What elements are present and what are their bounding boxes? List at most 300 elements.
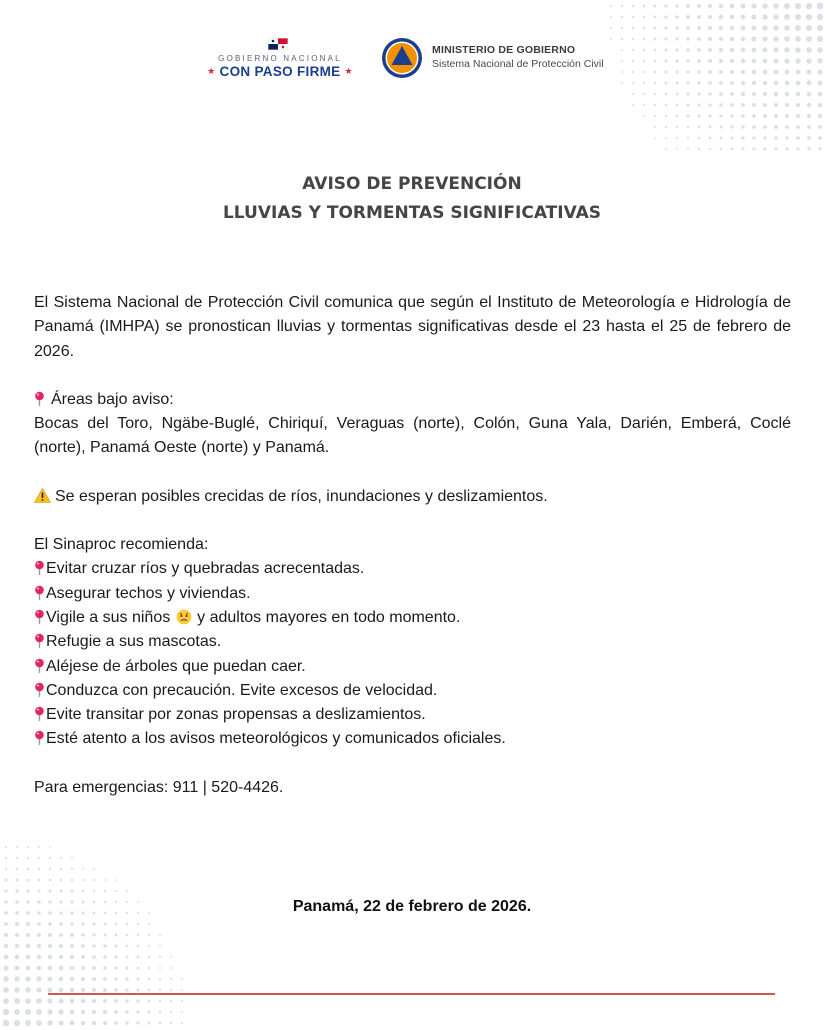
worried-face-icon [176,609,192,625]
decorative-dot [709,148,712,150]
decorative-dot [114,977,118,981]
decorative-dot [806,14,812,20]
decorative-dot [752,59,757,64]
decorative-dot [708,92,711,95]
decorative-dot [773,58,778,63]
decorative-dot [675,70,678,73]
decorative-dot [675,48,678,51]
decorative-dot [114,944,117,947]
decorative-dot [686,70,689,73]
decorative-dot [675,26,678,29]
decorative-dot [70,922,73,925]
decorative-dot [686,81,689,84]
decorative-dot [719,37,723,41]
decorative-dot [796,103,800,107]
decorative-dot [806,69,811,74]
recommendation-item: Asegurar techos y viviendas. [34,582,791,606]
decorative-dot [763,103,767,107]
decorative-dot [36,987,41,992]
decorative-dot [3,976,8,981]
decorative-dot [697,81,700,84]
decorative-dot [25,998,31,1004]
decorative-dot [719,59,723,63]
decorative-dot [675,59,678,62]
decorative-dot [621,5,623,7]
decorative-dot [81,933,85,937]
decorative-dot [741,136,744,139]
decorative-dot [70,933,74,937]
decorative-dot [719,92,723,96]
decorative-dot [104,879,106,881]
decorative-dot [698,126,701,129]
decorative-dot [125,999,128,1002]
decorative-dot [4,944,9,949]
decorative-dot [632,27,634,29]
decorative-dot [38,868,41,871]
decorative-dot [643,49,646,52]
decorative-dot [136,1010,139,1013]
decorative-dot [92,933,95,936]
decorative-dot [5,879,8,882]
decorative-dot [730,37,735,42]
decorative-dot [126,890,128,892]
decorative-dot [610,5,612,7]
decorative-dot [774,125,778,129]
decorative-dot [784,3,790,9]
decorative-dot [60,879,63,882]
decorative-dot [3,1009,9,1015]
decorative-dot [136,988,139,991]
decorative-dot [774,81,779,86]
decorative-dot [48,966,53,971]
decorative-dot [818,92,823,97]
decorative-dot [48,944,52,948]
decorative-dot [115,879,117,881]
decorative-dot [25,976,30,981]
decorative-dot [82,890,85,893]
decorative-dot [59,922,63,926]
decorative-dot [719,125,722,128]
decorative-dot [610,16,612,18]
decorative-dot [632,71,634,73]
decorative-dot [37,944,41,948]
decorative-dot [26,955,31,960]
decorative-dots-bottom-left [0,830,190,1030]
decorative-dot [148,1011,151,1014]
decorative-dot [675,15,678,18]
decorative-dot [71,868,73,870]
decorative-dot [125,966,128,969]
decorative-dot [92,1021,96,1025]
decorative-dot [741,59,746,64]
decorative-dot [3,965,8,970]
decorative-dot [697,48,701,52]
decorative-dot [774,114,778,118]
decorative-dot [817,25,823,31]
decorative-dot [807,125,811,129]
decorative-dot [796,136,800,140]
decorative-dot [817,3,824,10]
decorative-dot [170,967,172,969]
intro-paragraph: El Sistema Nacional de Protección Civil comunica que según el Instituto de Meteorología e Hidrología de Panamá (IMHPA) se pronostican lluvias y tormentas significativas desde el 23 hasta el 25 de febrero de 2026. [34,294,791,360]
decorative-dot [719,70,723,74]
decorative-dot [114,1010,118,1014]
decorative-dot [3,998,9,1004]
decorative-dot [104,890,106,892]
decorative-dot [741,81,745,85]
decorative-dot [697,37,701,41]
decorative-dot [632,104,634,106]
decorative-dot [59,966,64,971]
decorative-dot [37,933,41,937]
decorative-dot [25,965,30,970]
decorative-dot [48,955,53,960]
decorative-dot [70,1010,75,1015]
ministry-title: MINISTERIO DE GOBIERNO [432,44,576,56]
decorative-dot [148,1022,151,1025]
decorative-dot [784,25,790,31]
recommendation-item: Esté atento a los avisos meteorológicos y comunicados oficiales. [34,727,791,751]
decorative-dot [82,879,84,881]
decorative-dot [697,26,701,30]
decorative-dot [687,148,689,150]
decorative-dot [697,70,701,74]
decorative-dot [785,136,789,140]
decorative-dot [665,148,667,150]
decorative-dot [730,125,733,128]
decorative-dot [103,966,107,970]
decorative-dot [610,27,612,29]
decorative-dot [37,889,40,892]
decorative-dot [664,4,667,7]
decorative-dot [708,70,712,74]
recommend-heading: El Sinaproc recomienda: [34,536,209,554]
decorative-dot [47,1020,52,1025]
gobierno-nacional-logo [196,38,364,82]
decorative-dot [654,82,657,85]
decorative-dot [730,48,734,52]
decorative-dot [115,923,118,926]
pin-icon [34,658,45,673]
decorative-dot [741,4,746,9]
decorative-dot [92,988,96,992]
decorative-dot [632,93,634,95]
decorative-dot [654,115,656,117]
decorative-dot [15,944,20,949]
decorative-dot [5,868,8,871]
decorative-dot [719,114,722,117]
decorative-dot [807,103,811,107]
decorative-dot [81,944,85,948]
decorative-dot [676,148,678,150]
decorative-dot [654,5,657,8]
decorative-dot [763,81,768,86]
decorative-dot [92,977,96,981]
decorative-dot [58,1009,63,1014]
decorative-dot [676,137,678,139]
decorative-dot [708,4,712,8]
decorative-dot [81,999,86,1004]
decorative-dot [48,922,52,926]
decorative-dot [730,136,733,139]
decorative-dot [114,988,118,992]
pin-icon [34,560,45,575]
decorative-dot [654,38,657,41]
decorative-dot [654,27,657,30]
decorative-dot [37,966,42,971]
decorative-dot [14,1009,20,1015]
decorative-dot [27,868,30,871]
decorative-dot [796,125,800,129]
decorative-dot [27,879,30,882]
decorative-dot [708,114,711,117]
decorative-dot [708,81,712,85]
decorative-dot [719,4,723,8]
decorative-dot [796,147,799,150]
decorative-dot [751,14,756,19]
decorative-dot [818,103,822,107]
decorative-dot [632,49,634,51]
decorative-dot [806,3,812,9]
decorative-dot [752,48,757,53]
decorative-dot [796,114,800,118]
decorative-dot [654,49,657,52]
decorative-dot [159,1000,162,1003]
decorative-dot [49,846,51,848]
decorative-dot [785,147,788,150]
decorative-dot [665,60,668,63]
decorative-dot [632,38,634,40]
decorative-dot [137,956,140,959]
decorative-dot [762,36,767,41]
decorative-dot [752,37,757,42]
decorative-dot [818,81,823,86]
decorative-dot [92,999,96,1003]
ministry-subtitle: Sistema Nacional de Protección Civil [432,58,604,70]
decorative-dot [137,967,140,970]
decorative-dot [5,846,7,848]
decorative-dot [621,38,623,40]
decorative-dot [719,48,723,52]
decorative-dot [654,137,656,139]
decorative-dot [654,16,657,19]
decorative-dot [665,104,668,107]
panama-flag-icon [268,38,288,50]
decorative-dot [103,944,106,947]
decorative-dot [773,47,778,52]
con-paso-firme-text [196,64,364,79]
decorative-dot [730,70,734,74]
decorative-dot [664,37,667,40]
decorative-dot [675,37,678,40]
decorative-dot [763,147,766,150]
decorative-dot [125,977,128,980]
decorative-dot [741,15,746,20]
decorative-dot [741,37,746,42]
decorative-dot [697,103,700,106]
star-icon: ★ [207,66,216,76]
decorative-dot [81,966,85,970]
decorative-dot [719,26,723,30]
decorative-dot [774,103,778,107]
decorative-dot [752,92,756,96]
decorative-dot [708,59,712,63]
decorative-dot [686,48,690,52]
decorative-dot [159,934,161,936]
gobierno-nacional-text: GOBIERNO NACIONAL [218,54,342,63]
decorative-dot [25,1009,31,1015]
decorative-dot [136,999,139,1002]
decorative-dot [806,47,812,53]
decorative-dot [181,1011,183,1013]
decorative-dot [59,977,64,982]
decorative-dot [37,922,41,926]
pin-icon [34,706,45,721]
decorative-dot [654,126,656,128]
decorative-dot [103,1021,107,1025]
decorative-dot [730,26,735,31]
decorative-dot [3,987,9,993]
decorative-dot [795,69,800,74]
decorative-dot [773,36,778,41]
decorative-dot [751,25,756,30]
decorative-dot [59,955,63,959]
title-line-1: AVISO DE PREVENCIÓN [302,174,522,194]
decorative-dot [806,25,812,31]
decorative-dot [752,136,755,139]
decorative-dot [697,59,701,63]
decorative-dot [14,1020,20,1026]
decorative-dot [621,16,623,18]
decorative-dot [59,933,63,937]
decorative-dot [643,82,645,84]
decorative-dot [774,136,778,140]
decorative-dot [773,3,779,9]
recommendation-item: Evite transitar por zonas propensas a deslizamientos. [34,703,791,727]
decorative-dot [103,999,107,1003]
decorative-dot [687,126,690,129]
pin-icon [34,730,45,745]
decorative-dot [719,103,722,106]
decorative-dot [818,147,821,150]
decorative-dot [60,868,62,870]
decorative-dot [762,3,767,8]
decorative-dot [697,15,701,19]
decorative-dot [807,114,811,118]
decorative-dot [36,1020,42,1026]
decorative-dot [170,978,172,980]
decorative-dot [148,934,150,936]
decorative-dot [114,1021,118,1025]
decorative-dot [36,998,42,1004]
decorative-dot [654,60,657,63]
decorative-dot [148,989,151,992]
decorative-dot [664,26,667,29]
decorative-dot [763,125,767,129]
decorative-dot [4,922,8,926]
decorative-dot [708,103,711,106]
decorative-dot [103,988,107,992]
decorative-dot [126,945,129,948]
decorative-dot [763,136,766,139]
decorative-dot [686,59,689,62]
decorative-dot [762,47,767,52]
issue-date: Panamá, 22 de febrero de 2026. [292,898,532,915]
decorative-dot [687,104,690,107]
decorative-dot [4,889,7,892]
decorative-dot [730,114,733,117]
pin-icon [34,391,45,406]
decorative-dot [92,922,95,925]
decorative-dot [676,93,679,96]
decorative-dot [730,103,734,107]
decorative-dot [16,879,19,882]
decorative-dot [643,71,645,73]
decorative-dot [785,103,789,107]
recommendation-item: Conduzca con precaución. Evite excesos de velocidad. [34,679,791,703]
decorative-dot [763,92,767,96]
decorative-dot [16,846,18,848]
decorative-dot [818,136,822,140]
decorative-dot [795,58,800,63]
decorative-dot [47,1009,52,1014]
decorative-dot [14,987,20,993]
decorative-dot [170,1000,172,1002]
areas-heading: Áreas bajo aviso: [34,388,791,412]
decorative-dot [181,978,183,980]
decorative-dot [708,26,712,30]
decorative-dot [26,933,30,937]
decorative-dot [773,14,779,20]
decorative-dot [632,82,634,84]
decorative-dot [70,999,75,1004]
decorative-dot [752,103,756,107]
pin-icon [34,633,45,648]
decorative-dot [3,1020,10,1027]
decorative-dot [742,148,745,150]
decorative-dot [720,148,723,150]
decorative-dot [762,14,767,19]
decorative-dot [26,889,29,892]
decorative-dot [687,115,690,118]
decorative-dot [48,933,52,937]
decorative-dot [719,81,723,85]
decorative-dot [665,137,667,139]
decorative-dot [93,890,95,892]
pin-icon [34,585,45,600]
decorative-dot [665,115,667,117]
decorative-dot [70,1021,75,1026]
decorative-dot [643,27,646,30]
decorative-dot [709,137,712,140]
decorative-dot [632,16,634,18]
decorative-dot [93,879,95,881]
decorative-dot [71,890,74,893]
decorative-dot [126,956,129,959]
decorative-dot [58,998,63,1003]
decorative-dot [159,967,161,969]
decorative-dot [114,955,117,958]
decorative-dot [686,37,690,41]
decorative-dot [773,25,779,31]
decorative-dot [125,1021,129,1025]
decorative-dot [632,60,634,62]
decorative-dot [71,879,73,881]
decorative-dot [763,114,767,118]
decorative-dot [170,989,172,991]
decorative-dot [14,976,19,981]
decorative-dot [643,93,645,95]
